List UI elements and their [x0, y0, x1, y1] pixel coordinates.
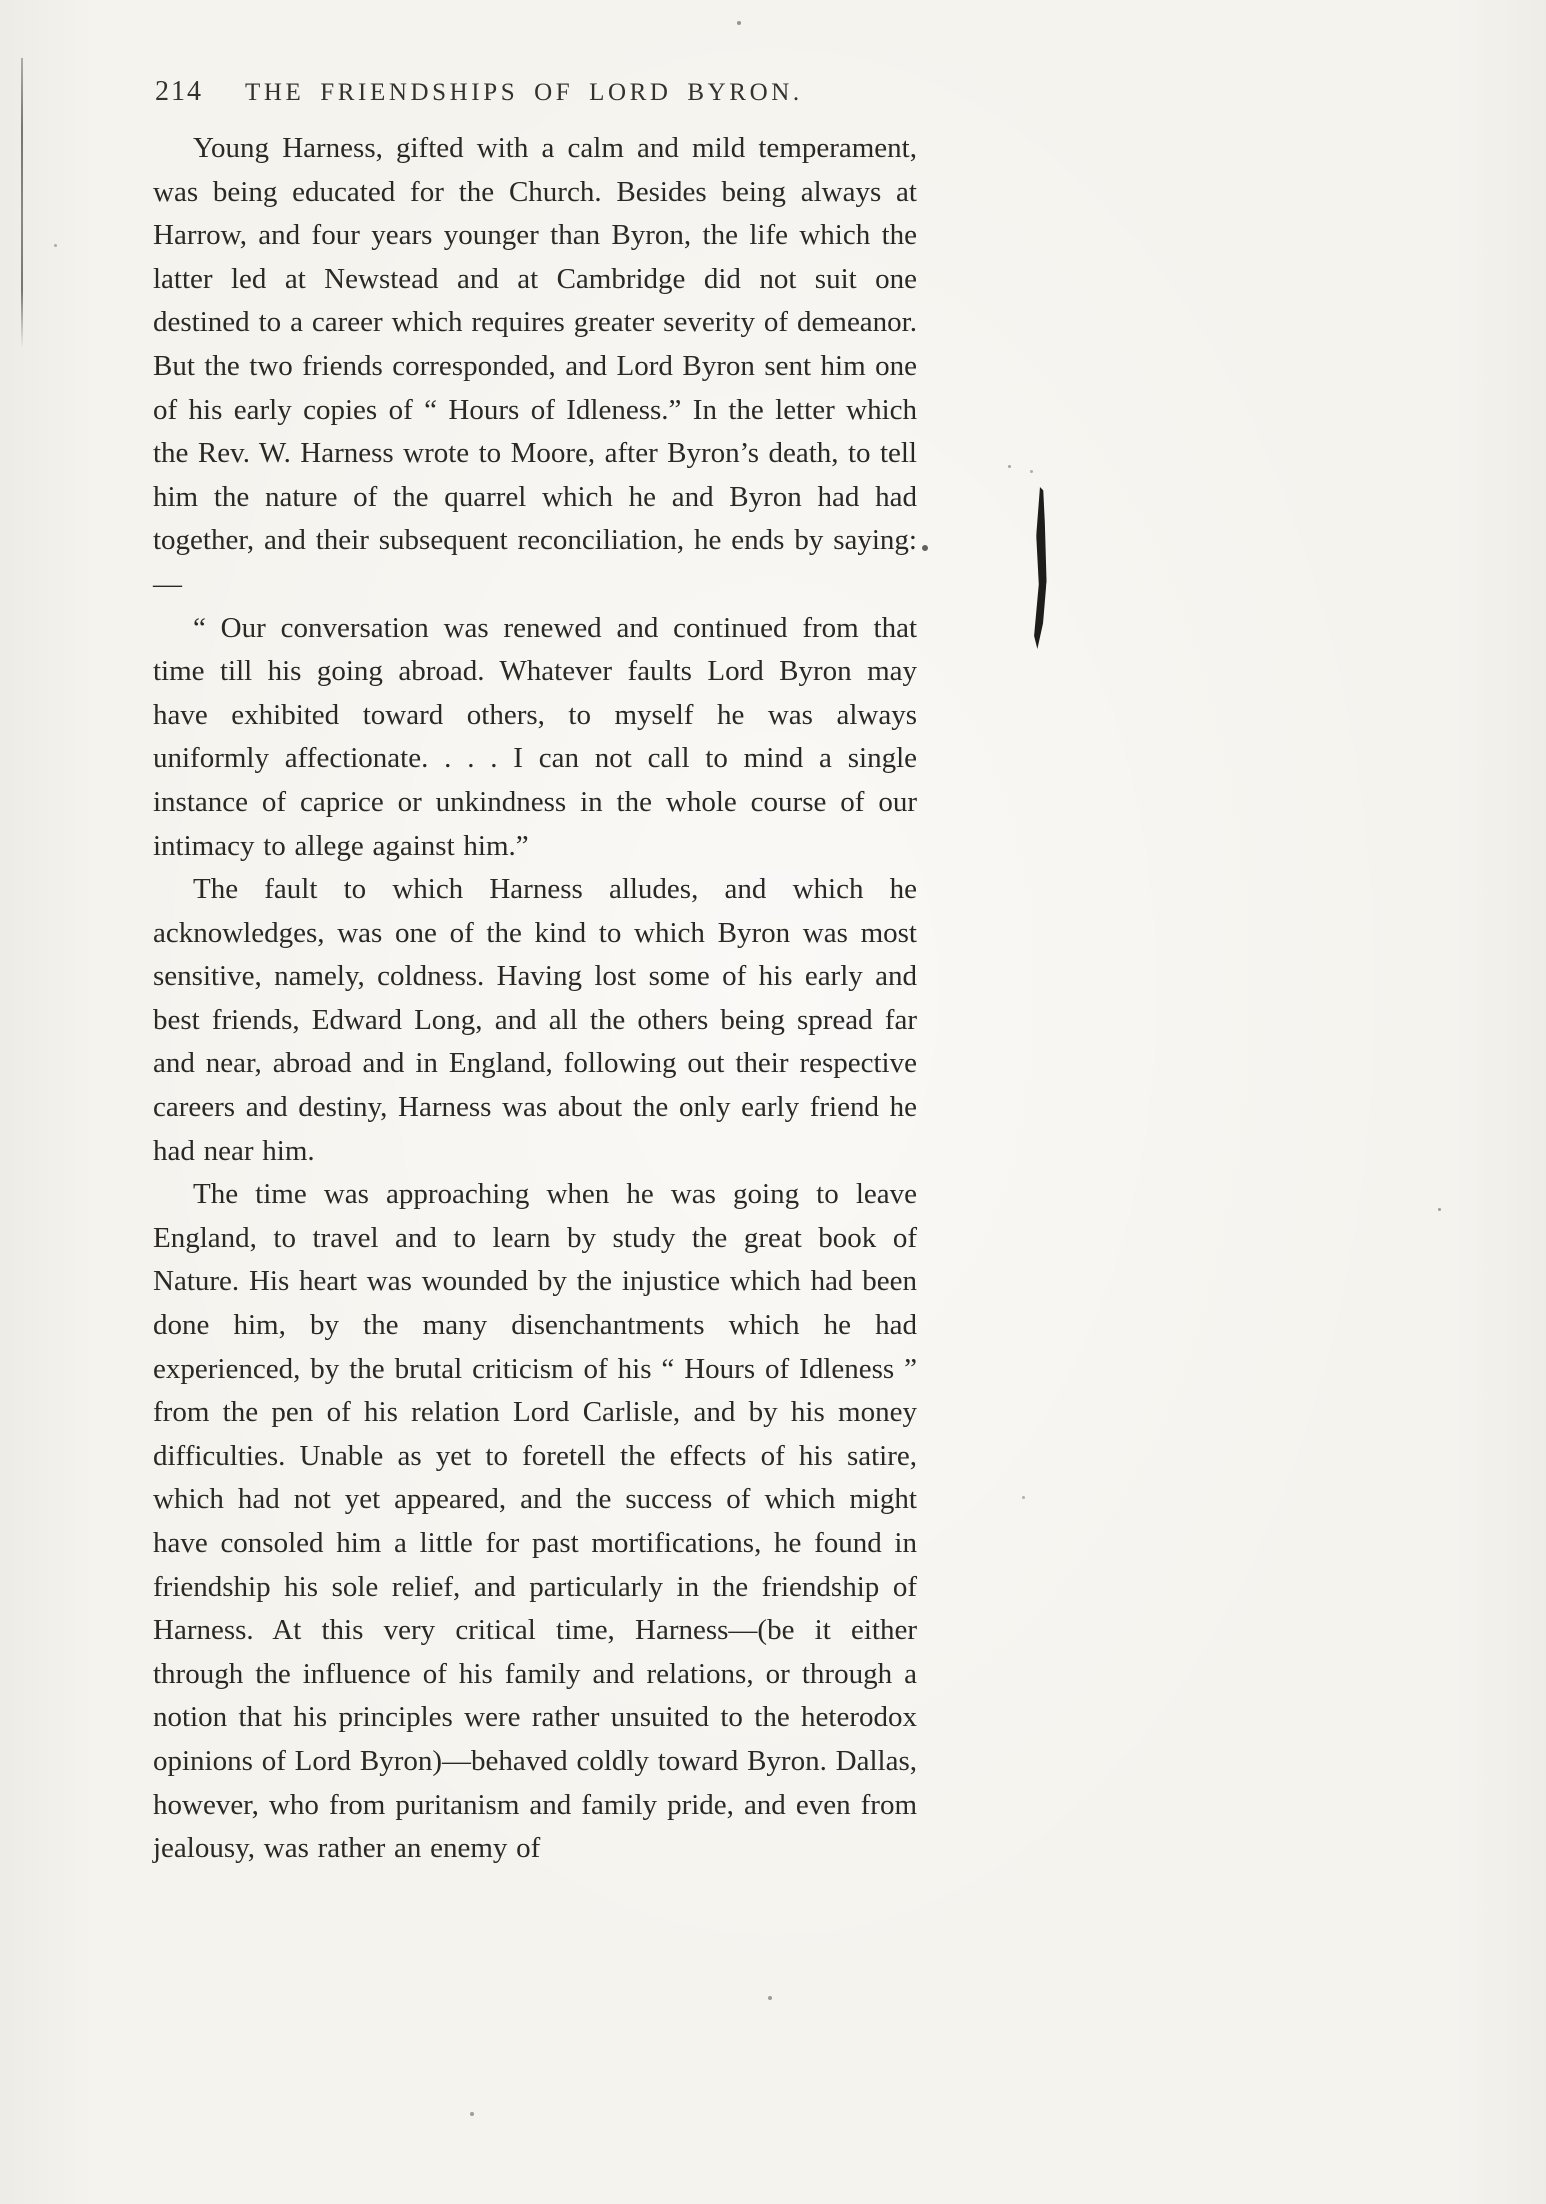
ink-speck	[737, 21, 741, 25]
ink-smear	[1027, 487, 1050, 649]
page-text	[153, 127, 917, 1871]
paragraph-departure: The time was approaching when he was going to leave England, to travel and to learn by study the great book of Nature. His heart was wounded by the injustice which had been done him, by the many disenchantments which he had experienced, by the brutal criticism of his “ Hours of Idleness ” from the pen of his relation Lord Carlisle, and by his money difficulties. Unable as yet to foretell the effects of his satire, which had not yet appeared, and the success of which might have consoled him a little for past mortifications, he found in friendship his sole relief, and particularly in the friendship of Harness. At this very critical time, Harness—(be it either through the influence of his family and relations, or through a notion that his principles were rather unsuited to the heterodox opinions of Lord Byron)—behaved coldly toward Byron. Dallas, however, who from puritanism and family pride, and even from jealousy, was rather an enemy of	[153, 1178, 917, 1865]
paragraph-fault: The fault to which Harness alludes, and which he acknowledges, was one of the kind to which Byron was most sensitive, namely, coldness. Having lost some of his early and best friends, Edward Long, and all the others being spread far and near, abroad and in England, following out their respective careers and destiny, Harness was about the only early friend he had near him.	[153, 873, 917, 1167]
left-margin-line	[21, 58, 23, 348]
ink-speck	[1008, 465, 1011, 468]
paragraph-quote: “ Our conversation was renewed and continued from that time till his going abroad. Whatever faults Lord Byron may have exhibited toward others, to myself he was always uniformly affectionate. . . . I can not call to mind a single instance of caprice or unkindness in the whole course of our intimacy to allege against him.”	[153, 611, 917, 862]
running-title: THE FRIENDSHIPS OF LORD BYRON.	[245, 79, 803, 106]
ink-speck	[768, 1996, 772, 2000]
ink-speck	[470, 2112, 474, 2116]
ink-speck	[1438, 1208, 1441, 1211]
page-header	[155, 76, 955, 108]
paragraph-intro: Young Harness, gifted with a calm and mild temperament, was being educated for the Church. Besides being always at Harrow, and four years younger than Byron, the life which the latter led at Newstead and at Cambridge did not suit one destined to a career which requires greater severity of demeanor. But the two friends corresponded, and Lord Byron sent him one of his early copies of “ Hours of Idleness.” In the letter which the Rev. W. Harness wrote to Moore, after Byron’s death, to tell him the nature of the quarrel which he and Byron had had together, and their subsequent reconciliation, he ends by saying:—	[153, 132, 917, 600]
page-number: 214	[155, 76, 203, 107]
ink-speck	[922, 545, 928, 551]
ink-speck	[1030, 470, 1033, 473]
ink-speck	[1022, 1496, 1025, 1499]
ink-speck	[54, 244, 57, 247]
